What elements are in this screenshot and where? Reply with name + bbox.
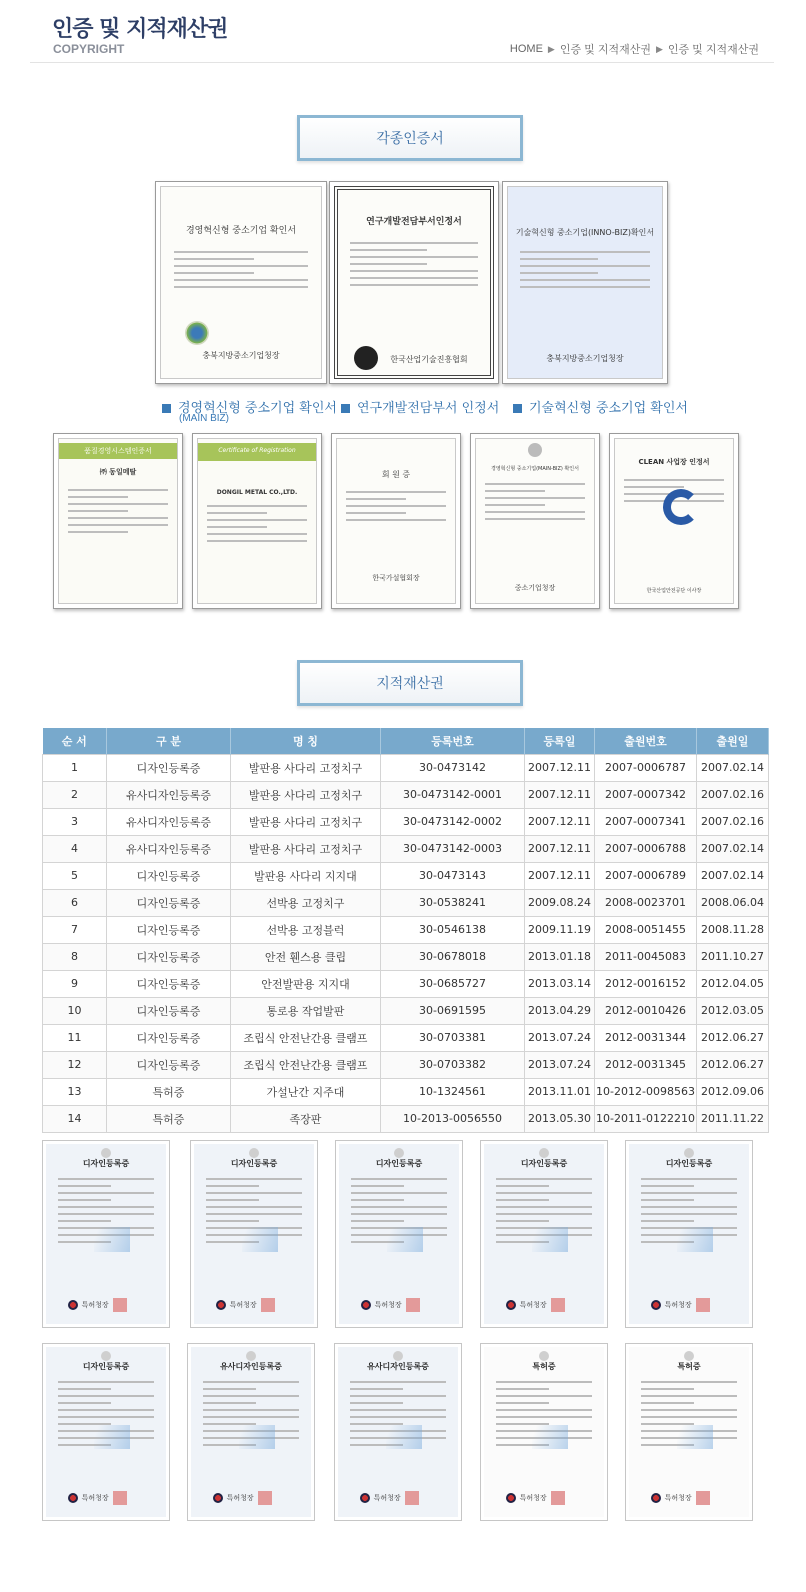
table-row xyxy=(43,862,769,889)
patent-drawing xyxy=(386,1425,422,1449)
cert-document xyxy=(614,438,734,604)
table-cell: 선박용 고정치구 xyxy=(231,889,381,916)
cert-doc-title: CLEAN 사업장 인정서 xyxy=(638,458,710,466)
table-cell: 2011.10.27 xyxy=(697,943,769,970)
table-cell: 2007-0006789 xyxy=(595,862,697,889)
table-cell: 2012-0031344 xyxy=(595,1024,697,1051)
column-header: 등록번호 xyxy=(381,728,525,754)
cert-quality-system[interactable] xyxy=(53,433,183,609)
table-cell: 2007-0007341 xyxy=(595,808,697,835)
patent-drawing xyxy=(677,1227,713,1252)
table-cell: 1 xyxy=(43,754,107,781)
patent-certificate[interactable] xyxy=(42,1343,170,1521)
table-cell: 2 xyxy=(43,781,107,808)
table-cell: 디자인등록증 xyxy=(107,916,231,943)
breadcrumb-item[interactable]: 인증 및 지적재산권 xyxy=(559,44,651,56)
breadcrumb-arrow-icon: ▶ xyxy=(655,43,663,54)
cert-issuer: 충북지방중소기업청장 xyxy=(202,351,280,360)
patent-footer xyxy=(651,1491,710,1505)
table-cell: 9 xyxy=(43,970,107,997)
table-cell: 3 xyxy=(43,808,107,835)
table-cell: 2007-0006787 xyxy=(595,754,697,781)
table-cell: 선박용 고정블럭 xyxy=(231,916,381,943)
table-cell: 30-0678018 xyxy=(381,943,525,970)
column-header: 구 분 xyxy=(107,728,231,754)
cert-caption-sub: (MAIN BIZ) xyxy=(179,413,229,424)
table-cell: 발판용 사다리 고정치구 xyxy=(231,835,381,862)
patent-issuer: 특허청장 xyxy=(664,1495,692,1502)
table-cell: 2009.11.19 xyxy=(525,916,595,943)
patent-issuer: 특허청장 xyxy=(373,1495,401,1502)
column-header: 출원번호 xyxy=(595,728,697,754)
patent-certificate[interactable] xyxy=(190,1140,318,1328)
patent-issuer: 특허청장 xyxy=(229,1302,257,1309)
patent-certificate[interactable] xyxy=(625,1343,753,1521)
table-cell: 디자인등록증 xyxy=(107,997,231,1024)
emblem-icon xyxy=(539,1148,549,1158)
table-cell: 30-0685727 xyxy=(381,970,525,997)
table-cell: 2008.06.04 xyxy=(697,889,769,916)
patent-document xyxy=(46,1347,166,1517)
table-header-row xyxy=(43,728,769,754)
table-cell: 10-2013-0056550 xyxy=(381,1105,525,1132)
patent-title: 디자인등록증 xyxy=(665,1159,713,1168)
table-cell: 2011-0045083 xyxy=(595,943,697,970)
table-cell: 안전 휀스용 클립 xyxy=(231,943,381,970)
patent-document xyxy=(629,1347,749,1517)
table-cell: 유사디자인등록증 xyxy=(107,835,231,862)
table-cell: 30-0473142-0001 xyxy=(381,781,525,808)
table-cell: 발판용 사다리 고정치구 xyxy=(231,754,381,781)
table-cell: 30-0473142 xyxy=(381,754,525,781)
patent-title: 유사디자인등록증 xyxy=(220,1362,282,1371)
table-cell: 2011.11.22 xyxy=(697,1105,769,1132)
stamp-icon xyxy=(261,1298,275,1312)
table-row xyxy=(43,1024,769,1051)
cert-rnd-dept[interactable] xyxy=(329,181,499,384)
patent-drawing xyxy=(94,1425,130,1449)
patent-footer xyxy=(651,1298,710,1312)
bullet-square-icon xyxy=(162,404,171,413)
cert-text-lines xyxy=(520,251,649,293)
table-cell: 10-2012-0098563 xyxy=(595,1078,697,1105)
table-cell: 2012-0016152 xyxy=(595,970,697,997)
table-cell: 안전발판용 지지대 xyxy=(231,970,381,997)
patent-drawing xyxy=(532,1227,568,1252)
cert-issuer: 한국산업안전공단 이사장 xyxy=(646,588,702,594)
patent-footer xyxy=(361,1298,420,1312)
patent-document xyxy=(484,1347,604,1517)
table-cell: 2007.02.16 xyxy=(697,808,769,835)
table-cell: 조립식 안전난간용 클램프 xyxy=(231,1024,381,1051)
table-cell: 6 xyxy=(43,889,107,916)
patent-drawing xyxy=(242,1227,278,1252)
kipo-logo-icon xyxy=(506,1300,516,1310)
patent-drawing xyxy=(532,1425,568,1449)
cert-document xyxy=(160,186,322,379)
table-cell: 조립식 안전난간용 클램프 xyxy=(231,1051,381,1078)
bullet-square-icon xyxy=(513,404,522,413)
breadcrumb-home[interactable]: HOME xyxy=(509,43,543,55)
table-cell: 7 xyxy=(43,916,107,943)
emblem-icon xyxy=(528,443,542,457)
table-cell: 디자인등록증 xyxy=(107,862,231,889)
stamp-icon xyxy=(258,1491,272,1505)
patent-footer xyxy=(506,1298,565,1312)
table-cell: 2007.02.16 xyxy=(697,781,769,808)
table-cell: 10-1324561 xyxy=(381,1078,525,1105)
kipo-logo-icon xyxy=(213,1493,223,1503)
patent-document xyxy=(629,1144,749,1324)
emblem-icon xyxy=(393,1351,403,1361)
cert-clean-workplace[interactable] xyxy=(609,433,739,609)
emblem-icon xyxy=(249,1148,259,1158)
column-header: 출원일 xyxy=(697,728,769,754)
cert-text-lines xyxy=(68,489,167,538)
breadcrumb-current: 인증 및 지적재산권 xyxy=(667,44,759,56)
cert-text-lines xyxy=(350,242,478,291)
breadcrumb xyxy=(510,41,759,57)
cert-company: DONGIL METAL CO.,LTD. xyxy=(216,489,298,496)
patent-drawing xyxy=(94,1227,130,1252)
table-body xyxy=(43,754,769,1132)
cert-doc-title: 기술혁신형 중소기업(INNO-BIZ)확인서 xyxy=(515,228,655,237)
patent-certificate[interactable] xyxy=(187,1343,315,1521)
patent-certificate[interactable] xyxy=(42,1140,170,1328)
column-header: 등록일 xyxy=(525,728,595,754)
table-cell: 2009.08.24 xyxy=(525,889,595,916)
cert-caption-rnd: 연구개발전담부서 인정서 xyxy=(341,397,499,416)
cert-innobiz[interactable] xyxy=(502,181,668,384)
patent-issuer: 특허청장 xyxy=(664,1302,692,1309)
kipo-logo-icon xyxy=(360,1493,370,1503)
table-row xyxy=(43,997,769,1024)
page-subtitle: COPYRIGHT xyxy=(53,42,125,56)
clean-logo-icon xyxy=(663,489,699,525)
patent-footer xyxy=(68,1298,127,1312)
stamp-icon xyxy=(405,1491,419,1505)
patent-footer xyxy=(68,1491,127,1505)
table-cell: 12 xyxy=(43,1051,107,1078)
table-cell: 2013.04.29 xyxy=(525,997,595,1024)
patent-footer xyxy=(213,1491,272,1505)
cert-doc-title: 품질경영시스템인증서 xyxy=(84,447,152,455)
table-row xyxy=(43,1078,769,1105)
patent-document xyxy=(484,1144,604,1324)
table-cell: 30-0473142-0003 xyxy=(381,835,525,862)
cert-doc-title: 회 원 증 xyxy=(381,470,411,479)
cert-caption-innobiz: 기술혁신형 중소기업 확인서 xyxy=(513,397,688,416)
cert-issuer: 한국산업기술진흥협회 xyxy=(390,355,468,364)
table-cell: 2012.09.06 xyxy=(697,1078,769,1105)
kipo-logo-icon xyxy=(506,1493,516,1503)
cert-document xyxy=(475,438,595,604)
table-cell: 2008-0051455 xyxy=(595,916,697,943)
table-row xyxy=(43,889,769,916)
patent-title: 디자인등록증 xyxy=(82,1159,130,1168)
emblem-icon xyxy=(246,1351,256,1361)
kipo-logo-icon xyxy=(651,1493,661,1503)
page-title: 인증 및 지적재산권 xyxy=(52,17,228,42)
patent-issuer: 특허청장 xyxy=(374,1302,402,1309)
cert-text-lines xyxy=(485,483,584,525)
table-row xyxy=(43,781,769,808)
cert-mainbiz-2[interactable] xyxy=(470,433,600,609)
table-cell: 30-0538241 xyxy=(381,889,525,916)
table-cell: 2012-0010426 xyxy=(595,997,697,1024)
table-cell: 2007.02.14 xyxy=(697,835,769,862)
table-cell: 14 xyxy=(43,1105,107,1132)
table-cell: 2007.12.11 xyxy=(525,808,595,835)
table-cell: 2013.01.18 xyxy=(525,943,595,970)
table-cell: 2008-0023701 xyxy=(595,889,697,916)
table-cell: 특허증 xyxy=(107,1105,231,1132)
table-cell: 30-0473142-0002 xyxy=(381,808,525,835)
patent-title: 유사디자인등록증 xyxy=(367,1362,429,1371)
kipo-logo-icon xyxy=(216,1300,226,1310)
table-cell: 2008.11.28 xyxy=(697,916,769,943)
patent-certificate[interactable] xyxy=(480,1140,608,1328)
column-header: 순 서 xyxy=(43,728,107,754)
cert-issuer: 한국가설협회장 xyxy=(372,574,420,582)
cert-document xyxy=(197,438,317,604)
patent-certificate[interactable] xyxy=(335,1140,463,1328)
cert-text-lines xyxy=(346,491,445,526)
patent-certificate[interactable] xyxy=(480,1343,608,1521)
table-cell: 30-0703381 xyxy=(381,1024,525,1051)
cert-document xyxy=(334,186,494,379)
patent-drawing xyxy=(677,1425,713,1449)
cert-doc-title: 경영혁신형 중소기업 확인서 xyxy=(185,226,297,236)
patent-issuer: 특허청장 xyxy=(519,1302,547,1309)
cert-doc-title: 경영혁신형 중소기업(MAIN-BIZ) 확인서 xyxy=(491,466,579,472)
patent-drawing xyxy=(387,1227,423,1252)
patent-title: 디자인등록증 xyxy=(375,1159,423,1168)
stamp-icon xyxy=(406,1298,420,1312)
table-row xyxy=(43,916,769,943)
patent-issuer: 특허청장 xyxy=(519,1495,547,1502)
stamp-icon xyxy=(551,1298,565,1312)
table-row xyxy=(43,1105,769,1132)
cert-text-lines xyxy=(174,251,308,293)
table-cell: 2012.06.27 xyxy=(697,1024,769,1051)
table-cell: 2013.11.01 xyxy=(525,1078,595,1105)
stamp-icon xyxy=(113,1491,127,1505)
table-cell: 2013.05.30 xyxy=(525,1105,595,1132)
table-cell: 11 xyxy=(43,1024,107,1051)
table-row xyxy=(43,808,769,835)
patent-footer xyxy=(506,1491,565,1505)
cert-document xyxy=(336,438,456,604)
patent-issuer: 특허청장 xyxy=(81,1495,109,1502)
emblem-icon xyxy=(101,1148,111,1158)
table-cell: 2007-0006788 xyxy=(595,835,697,862)
kipo-logo-icon xyxy=(651,1300,661,1310)
patent-footer xyxy=(360,1491,419,1505)
patent-title: 특허증 xyxy=(677,1362,701,1371)
patent-certificate[interactable] xyxy=(334,1343,462,1521)
kipo-logo-icon xyxy=(361,1300,371,1310)
table-cell: 30-0546138 xyxy=(381,916,525,943)
table-cell: 2013.07.24 xyxy=(525,1024,595,1051)
patent-title: 디자인등록증 xyxy=(82,1362,130,1371)
table-cell: 디자인등록증 xyxy=(107,1024,231,1051)
emblem-icon xyxy=(101,1351,111,1361)
table-cell: 4 xyxy=(43,835,107,862)
table-row xyxy=(43,970,769,997)
patent-document xyxy=(339,1144,459,1324)
table-cell: 디자인등록증 xyxy=(107,970,231,997)
table-cell: 2007.02.14 xyxy=(697,754,769,781)
table-cell: 30-0473143 xyxy=(381,862,525,889)
column-header: 명 칭 xyxy=(231,728,381,754)
patent-certificate[interactable] xyxy=(625,1140,753,1328)
table-cell: 30-0691595 xyxy=(381,997,525,1024)
table-cell: 2007.12.11 xyxy=(525,781,595,808)
table-cell: 유사디자인등록증 xyxy=(107,808,231,835)
patent-title: 디자인등록증 xyxy=(230,1159,278,1168)
cert-issuer: 충북지방중소기업청장 xyxy=(546,354,624,363)
header-divider xyxy=(30,62,774,63)
emblem-icon xyxy=(539,1351,549,1361)
table-row xyxy=(43,754,769,781)
table-row xyxy=(43,1051,769,1078)
table-cell: 10-2011-0122210 xyxy=(595,1105,697,1132)
cert-issuer: 중소기업청장 xyxy=(514,584,556,592)
kipo-logo-icon xyxy=(68,1493,78,1503)
stamp-icon xyxy=(696,1298,710,1312)
table-cell: 2007.12.11 xyxy=(525,754,595,781)
table-cell: 2013.03.14 xyxy=(525,970,595,997)
cert-doc-title: 연구개발전담부서인정서 xyxy=(366,217,462,227)
table-cell: 족장판 xyxy=(231,1105,381,1132)
stamp-icon xyxy=(551,1491,565,1505)
patent-document xyxy=(46,1144,166,1324)
table-cell: 2013.07.24 xyxy=(525,1051,595,1078)
stamp-icon xyxy=(113,1298,127,1312)
patent-document xyxy=(194,1144,314,1324)
table-cell: 통로용 작업발판 xyxy=(231,997,381,1024)
table-cell: 발판용 사다리 고정치구 xyxy=(231,781,381,808)
table-cell: 13 xyxy=(43,1078,107,1105)
emblem-icon xyxy=(394,1148,404,1158)
table-cell: 디자인등록증 xyxy=(107,1051,231,1078)
emblem-icon xyxy=(684,1148,694,1158)
table-cell: 발판용 사다리 지지대 xyxy=(231,862,381,889)
table-cell: 10 xyxy=(43,997,107,1024)
cert-registration[interactable] xyxy=(192,433,322,609)
patent-document xyxy=(338,1347,458,1517)
patent-drawing xyxy=(239,1425,275,1449)
patent-title: 디자인등록증 xyxy=(520,1159,568,1168)
table-cell: 유사디자인등록증 xyxy=(107,781,231,808)
table-cell: 디자인등록증 xyxy=(107,754,231,781)
table-cell: 2007.12.11 xyxy=(525,862,595,889)
cert-doc-title: Certificate of Registration xyxy=(218,447,296,454)
table-cell: 발판용 사다리 고정치구 xyxy=(231,808,381,835)
table-cell: 2012-0031345 xyxy=(595,1051,697,1078)
ip-section-title: 지적재산권 xyxy=(297,660,523,706)
cert-document xyxy=(58,438,178,604)
table-cell: 2007-0007342 xyxy=(595,781,697,808)
table-cell: 디자인등록증 xyxy=(107,943,231,970)
table-cell: 2012.04.05 xyxy=(697,970,769,997)
cert-company: ㈜ 동일메탈 xyxy=(99,468,137,476)
patent-issuer: 특허청장 xyxy=(81,1302,109,1309)
patent-issuer: 특허청장 xyxy=(226,1495,254,1502)
cert-document xyxy=(507,186,663,379)
cert-mainbiz[interactable] xyxy=(155,181,327,384)
ip-table xyxy=(42,728,769,1133)
cert-membership[interactable] xyxy=(331,433,461,609)
table-cell: 2007.12.11 xyxy=(525,835,595,862)
emblem-icon xyxy=(185,321,209,345)
table-row xyxy=(43,943,769,970)
bullet-square-icon xyxy=(341,404,350,413)
cert-caption-mainbiz: 경영혁신형 중소기업 확인서 xyxy=(162,397,337,416)
table-cell: 30-0703382 xyxy=(381,1051,525,1078)
stamp-icon xyxy=(696,1491,710,1505)
table-cell: 2007.02.14 xyxy=(697,862,769,889)
table-cell: 8 xyxy=(43,943,107,970)
patent-document xyxy=(191,1347,311,1517)
table-cell: 특허증 xyxy=(107,1078,231,1105)
certs-section-title: 각종인증서 xyxy=(297,115,523,161)
breadcrumb-arrow-icon: ▶ xyxy=(547,43,555,54)
table-cell: 2012.03.05 xyxy=(697,997,769,1024)
patent-title: 특허증 xyxy=(532,1362,556,1371)
patent-footer xyxy=(216,1298,275,1312)
emblem-icon xyxy=(684,1351,694,1361)
table-cell: 5 xyxy=(43,862,107,889)
table-cell: 디자인등록증 xyxy=(107,889,231,916)
table-cell: 가설난간 지주대 xyxy=(231,1078,381,1105)
kipo-logo-icon xyxy=(68,1300,78,1310)
table-row xyxy=(43,835,769,862)
cert-text-lines xyxy=(207,505,306,547)
table-cell: 2012.06.27 xyxy=(697,1051,769,1078)
